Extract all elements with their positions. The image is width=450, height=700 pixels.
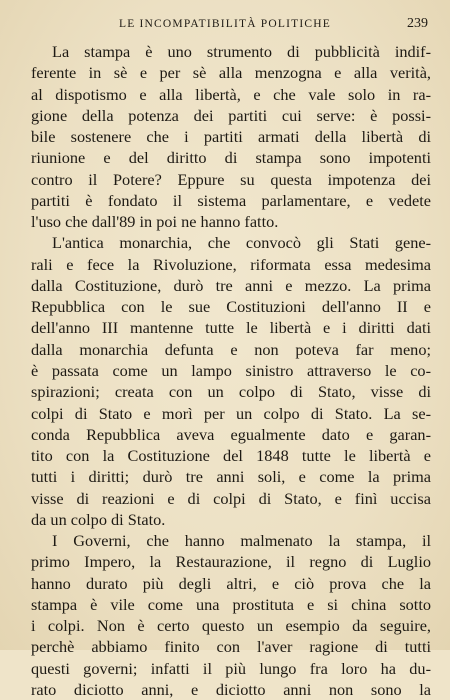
text-line: Repubblica con le sue Costituzioni dell'anno II e bbox=[31, 297, 431, 317]
text-line: bile sostenere che i partiti armati della libertà di bbox=[31, 127, 431, 147]
text-line: da un colpo di Stato. bbox=[31, 509, 166, 529]
text-line: visse di reazioni e di colpi di Stato, e finì uccisa bbox=[31, 488, 431, 508]
text-line: perchè abbiamo finito con l'aver ragione di tutti bbox=[31, 637, 431, 657]
text-line: dell'anno III mantenne tutte le libertà e i diritti dati bbox=[31, 318, 431, 338]
text-line: dalla Costituzione, durò tre anni e mezzo. La prima bbox=[31, 275, 431, 295]
text-line: tito con la Costituzione del 1848 tutte le libertà e bbox=[31, 446, 431, 466]
text-line: spirazioni; creata con un colpo di Stato, visse di bbox=[31, 382, 431, 402]
text-line: contro il Potere? Eppure su questa impotenza dei bbox=[31, 169, 431, 189]
text-line: riunione e del diritto di stampa sono impotenti bbox=[31, 148, 431, 168]
text-line: questi governi; infatti il più lungo fra loro ha du- bbox=[31, 658, 431, 678]
running-head bbox=[0, 14, 450, 34]
text-line: hanno durato più degli altri, e ciò prova che la bbox=[31, 573, 431, 593]
text-line: I Governi, che hanno malmenato la stampa, il bbox=[52, 531, 431, 551]
text-line: L'antica monarchia, che convocò gli Stati gene- bbox=[52, 233, 431, 253]
running-title: LE INCOMPATIBILITÀ POLITICHE bbox=[118, 18, 332, 30]
text-line: l'uso che dall'89 in poi ne hanno fatto. bbox=[31, 212, 279, 232]
text-line: al dispotismo e alla libertà, e che vale solo in ra- bbox=[31, 84, 431, 104]
body-text bbox=[31, 41, 431, 700]
text-line: ferente in sè e per sè alla menzogna e alla verità, bbox=[31, 63, 431, 83]
text-line: dalla monarchia defunta e non poteva far meno; bbox=[31, 339, 431, 359]
page-number: 239 bbox=[407, 16, 428, 31]
text-line: stampa è vile come una prostituta e si china sotto bbox=[31, 594, 431, 614]
text-line: La stampa è uno strumento di pubblicità indif- bbox=[52, 42, 431, 61]
text-line: primo Impero, la Restaurazione, il regno di Luglio bbox=[31, 552, 431, 572]
text-line: rato diciotto anni, e diciotto anni non sono la bbox=[31, 679, 431, 699]
text-line: partiti è fondato il sistema parlamentare, e vedete bbox=[31, 190, 431, 210]
text-line: i colpi. Non è certo questo un esempio da seguire, bbox=[31, 616, 431, 636]
text-line: colpi di Stato e morì per un colpo di Stato. La se- bbox=[31, 403, 431, 423]
text-line: tutti i diritti; durò tre anni soli, e come la prima bbox=[31, 467, 431, 487]
text-line: è passata come un lampo sinistro attraverso le co- bbox=[31, 360, 431, 380]
text-line: conda Repubblica aveva egualmente dato e garan- bbox=[31, 424, 431, 444]
text-line: rali e fece la Rivoluzione, riformata essa medesima bbox=[31, 254, 431, 274]
text-line: gione della potenza dei partiti cui serve: è possi- bbox=[31, 105, 431, 125]
